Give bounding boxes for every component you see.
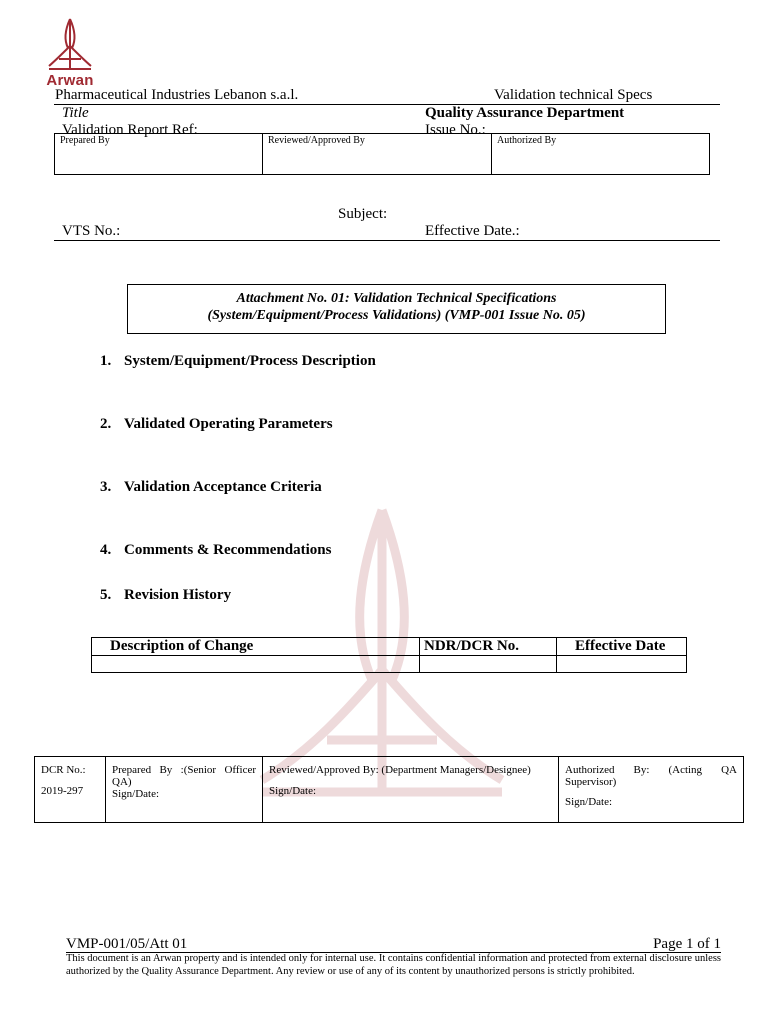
column-header: Description of Change [92,638,420,656]
authorized-by-cell[interactable] [492,134,709,174]
section-heading [100,542,331,559]
logo-wordmark: Arwan [46,72,94,89]
sign-date-label: Sign/Date: [269,785,317,797]
prepared-by-role: Prepared By :(Senior Officer QA) [112,764,256,788]
table-cell[interactable] [92,656,420,673]
authorized-by-label: Authorized By [497,135,557,146]
section-number: 3. [100,479,112,495]
section-number: 4. [100,542,112,558]
confidentiality-disclaimer: This document is an Arwan property and is intended only for internal use. It contains confidential information and protected from external disclosure unless authorized by the Quality Assurance Department. Any review or use of any of its content by unauthorized persons is strictly prohibited. [66,953,721,977]
reviewed-by-cell[interactable] [263,134,492,174]
prepared-by-cell[interactable] [55,134,263,174]
subject-divider [54,240,720,241]
title-label: Title [62,105,89,121]
authorized-by-sign-cell[interactable] [559,757,744,823]
column-header: NDR/DCR No. [420,638,557,656]
reviewed-by-sign-cell[interactable] [263,757,559,823]
attachment-title-line1: Attachment No. 01: Validation Technical Specifications [236,291,557,306]
column-header: Effective Date [557,638,687,656]
subject-label: Subject: [338,206,388,222]
dcr-label: DCR No.: [41,764,86,776]
signature-box [54,133,710,175]
document-code: VMP-001/05/Att 01 [66,936,188,952]
department-name: Quality Assurance Department [425,105,625,121]
attachment-title-line2: (System/Equipment/Process Validations) (VMP-001 Issue No. 05) [207,308,586,323]
authorized-by-role: Authorized By: (Acting QA Supervisor) [565,764,737,788]
report-ref-label: Validation Report Ref: [62,122,198,138]
effective-date-label: Effective Date.: [425,223,520,239]
table-row [35,757,744,823]
arwan-logo-icon [44,16,96,72]
sign-date-label: Sign/Date: [112,788,160,800]
revision-history-table [91,637,687,673]
attachment-title-box [127,284,666,334]
dcr-value: 2019-297 [41,785,84,797]
approval-table [34,756,744,823]
section-number: 1. [100,353,112,369]
company-name: Pharmaceutical Industries Lebanon s.a.l. [55,87,299,103]
page-number: Page 1 of 1 [653,936,721,952]
prepared-by-label: Prepared By [60,135,110,146]
reviewed-by-label: Reviewed/Approved By [268,135,365,146]
section-number: 5. [100,587,112,603]
prepared-by-sign-cell[interactable] [106,757,263,823]
document-type: Validation technical Specs [494,87,653,103]
section-title: Revision History [124,587,232,603]
section-title: Comments & Recommendations [124,542,332,558]
issue-no-label: Issue No.: [425,122,486,138]
table-cell[interactable] [420,656,557,673]
section-heading [100,587,231,604]
section-heading [100,416,333,433]
table-cell[interactable] [557,656,687,673]
section-heading [100,353,376,370]
arwan-logo [44,16,96,90]
table-row [92,656,687,673]
sign-date-label: Sign/Date: [565,796,613,808]
section-title: Validation Acceptance Criteria [124,479,322,495]
table-header-row [92,638,687,656]
section-title: Validated Operating Parameters [124,416,333,432]
vts-no-label: VTS No.: [62,223,121,239]
section-title: System/Equipment/Process Description [124,353,376,369]
reviewed-by-role: Reviewed/Approved By: (Department Managers/Designee) [269,764,531,776]
dcr-cell[interactable] [35,757,106,823]
section-heading [100,479,322,496]
section-number: 2. [100,416,112,432]
